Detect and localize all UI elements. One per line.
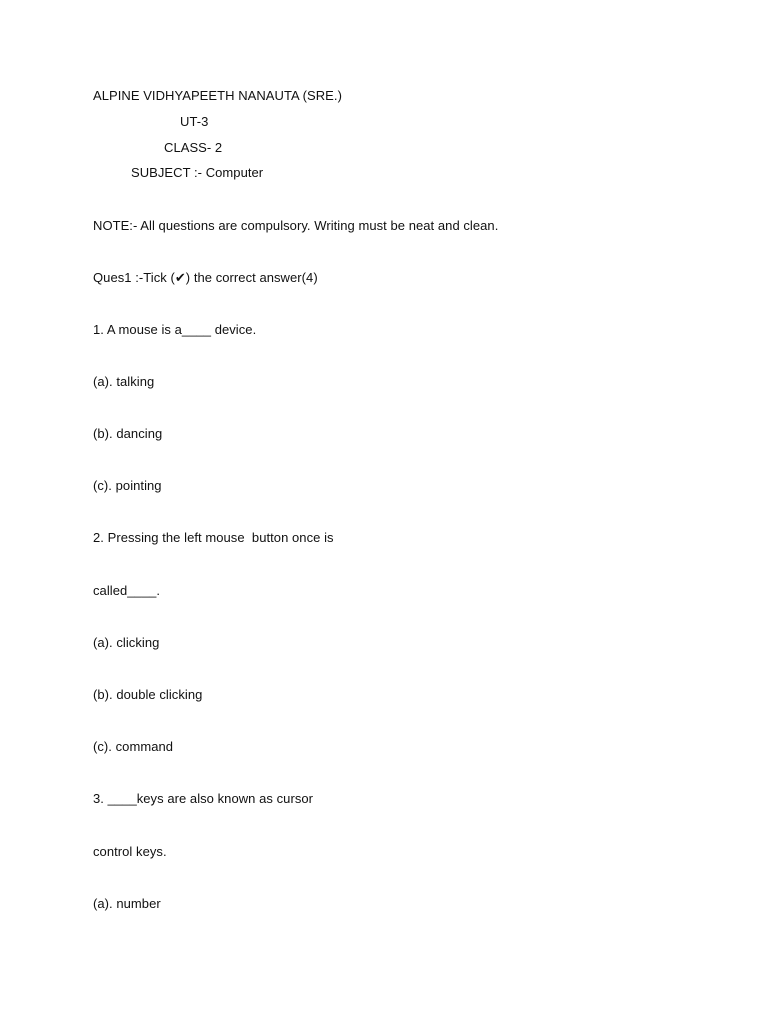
q2-option-a: (a). clicking bbox=[93, 635, 160, 650]
q3-option-a: (a). number bbox=[93, 896, 161, 911]
class-label: CLASS- 2 bbox=[164, 140, 223, 155]
note-text: NOTE:- All questions are compulsory. Writing must be neat and clean. bbox=[93, 218, 499, 233]
q2-option-b: (b). double clicking bbox=[93, 687, 203, 702]
section-title: Ques1 :-Tick (✔) the correct answer(4) bbox=[93, 270, 318, 285]
question-3-line1: 3. ____keys are also known as cursor bbox=[93, 791, 314, 806]
q1-option-c: (c). pointing bbox=[93, 478, 162, 493]
q1-option-a: (a). talking bbox=[93, 374, 155, 389]
question-1: 1. A mouse is a____ device. bbox=[93, 322, 257, 337]
q1-option-b: (b). dancing bbox=[93, 426, 163, 441]
q2-option-c: (c). command bbox=[93, 739, 174, 754]
school-name: ALPINE VIDHYAPEETH NANAUTA (SRE.) bbox=[93, 88, 342, 103]
question-2-line2: called____. bbox=[93, 583, 161, 598]
question-2-line1: 2. Pressing the left mouse button once is bbox=[93, 530, 334, 545]
subject-label: SUBJECT :- Computer bbox=[131, 165, 264, 180]
test-title: UT-3 bbox=[180, 114, 209, 129]
question-3-line2: control keys. bbox=[93, 844, 167, 859]
